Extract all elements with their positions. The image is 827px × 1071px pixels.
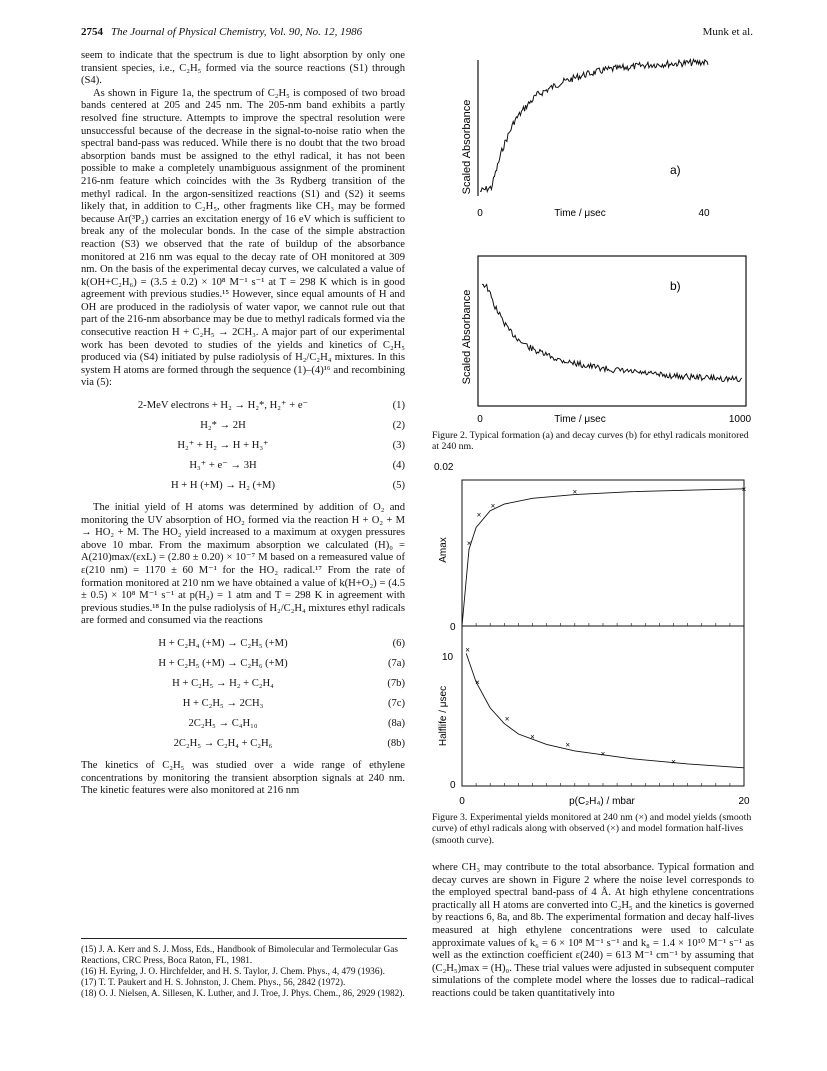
equation: H + C₂H₄ (+M) → C₂H₅ (+M) (6) [158, 637, 405, 649]
equation: 2-MeV electrons + H₂ → H₂*, H₂⁺ + e⁻ (1) [137, 399, 405, 411]
panel-label: a) [670, 163, 681, 177]
x-tick-label: 20 [738, 796, 750, 807]
left-column [81, 50, 405, 798]
x-tick-label: 0 [477, 414, 483, 425]
reference: (18) O. J. Nielsen, A. Sillesen, K. Luther, and J. Troe, J. Phys. Chem., 86, 2929 (1982). [81, 989, 405, 999]
paragraph: The kinetics of C₂H₅ was studied over a wide range of ethylene concentrations by monitoring the transient absorption signals at 240 nm. The kinetic features were also monitored at 216 nm [81, 759, 405, 797]
equation: H₂* → 2H (2) [200, 419, 405, 431]
data-point: × [466, 538, 472, 548]
paragraph: where CH₃ may contribute to the total absorbance. Typical formation and decay curves are shown in Figure 2 where the noise level corresponds to the employed spectral band-pass of 4 Å. At high ethylene concentrations practically all H atoms are converted into C₂H₅ and the kinetics is governed by reactions 6, 8a, and 8b. The experimental formation and decay half-lives measured at high ethylene concentrations were used to calculate approximate values of k₆ = 6 × 10⁸ M⁻¹ s⁻¹ and k₈ = 1.4 × 10¹⁰ M⁻¹ s⁻¹ as well as the extinction coefficient ε(240) = 613 M⁻¹ cm⁻¹ by assuming that (C₂H₅)max = (H)₀. These trial values were adjusted in subsequent computer simulations of the complete model where the losses due to radical–radical reactions could be taken quantitatively into [432, 862, 754, 999]
x-axis-label: Time / μsec [554, 208, 606, 219]
equation-block-a [81, 396, 405, 496]
paragraph: As shown in Figure 1a, the spectrum of C₂H₅ is composed of two broad bands centered at 205 and 245 nm. The 205-nm band exhibits a partly resolved fine structure. Attempts to improve the spectral resolution were unsuccessful because of the decrease in the signal-to-noise ratio when the spectral band-pass was reduced. While there is no doubt that the two broad absorption bands must be assigned to the ethyl radical, it has not been possible to make a completely unambiguous assignment of the prominent 216-nm feature which coincides with the 3s Rydberg transition of the methyl radical. In the argon-sensitized reactions (S1) and (S2) it seems likely that, in addition to C₂H₅, other fragments like CH₃ may be formed because Ar(³P₂) carries an excitation energy of 16 eV which is sufficient to break any of the molecular bonds. In the case of the simple abstraction reaction (S3) we observed that the rate of buildup of the absorbance monitored at 216 nm was equal to the decay rate of OH monitored at 309 nm. On the basis of the experimental decay curves, we calculated a value of k(OH+C₂H₆) = (3.5 ± 0.2) × 10⁸ M⁻¹ s⁻¹ at T = 298 K which is in good agreement with previous studies.¹⁵ However, since equal amounts of H and OH are produced in the radiolysis of water vapor, we cannot rule out that part of the 216-nm absorbance may be due to methyl radicals formed via the consecutive reaction H + C₂H₅ → 2CH₃. A major part of our experimental work has been devoted to studies of the yields and kinetics of C₂H₅ produced via (S4) initiated by pulse radiolysis of H₂/C₂H₄ mixtures. In this system H atoms are formed through the sequence (1)–(4)¹⁶ and recombining via (5): [81, 87, 405, 389]
data-point: × [504, 714, 510, 724]
data-points [465, 646, 676, 767]
paragraph: seem to indicate that the spectrum is due to light absorption by only one transient species, i.e., C₂H₅ formed via the source reactions (S1) through (S4). [81, 50, 405, 87]
x-axis-label: p(C₂H₄) / mbar [569, 796, 635, 807]
figure-3 [432, 458, 762, 818]
equation: 2C₂H₅ → C₂H₄ + C₂H₆ (8b) [173, 737, 405, 749]
y-tick-label: 10 [442, 652, 454, 663]
page-number: 2754 [81, 26, 103, 38]
figure-2a [461, 59, 710, 219]
equation: H + C₂H₅ → 2CH₃ (7c) [182, 697, 405, 709]
y-axis-label: Halflife / μsec [438, 685, 449, 747]
data-point: × [490, 501, 496, 511]
figure-2-caption: Figure 2. Typical formation (a) and decay curves (b) for ethyl radicals monitored at 240 nm. [432, 430, 749, 453]
y-tick-label: 0.02 [434, 462, 454, 473]
data-point: × [741, 484, 747, 494]
x-axis-label: Time / μsec [554, 414, 606, 425]
model-curve [462, 489, 744, 626]
data-point: × [530, 732, 535, 742]
equation: H + C₂H₅ (+M) → C₂H₆ (+M) (7a) [158, 657, 405, 669]
data-point: × [671, 757, 676, 767]
reference: (15) J. A. Kerr and S. J. Moss, Eds., Handbook of Bimolecular and Termolecular Gas Reactions, CRC Press, Boca Raton, FL, 1981. [81, 945, 399, 966]
y-tick-label: 0 [450, 622, 456, 633]
journal-title: The Journal of Physical Chemistry, Vol. 90, No. 12, 1986 [111, 26, 363, 38]
data-point: × [600, 749, 606, 759]
x-tick-label: 40 [698, 208, 710, 219]
figure-3-caption: Figure 3. Experimental yields monitored at 240 nm (×) and model yields (smooth curve) of ethyl radicals along with observed (×) and model formation half-lives (smooth curve). [432, 812, 752, 846]
y-axis-label: Amax [438, 537, 449, 563]
series-line [482, 284, 742, 381]
right-column [432, 862, 754, 1001]
x-tick-label: 0 [459, 796, 465, 807]
data-point: × [465, 645, 470, 655]
y-tick-label: 0 [450, 780, 456, 791]
panel-label: b) [670, 279, 681, 293]
references [81, 938, 407, 1000]
data-point: × [565, 740, 571, 750]
y-axis-label: Scaled Absorbance [461, 99, 473, 195]
figure-2b [461, 256, 752, 425]
x-tick-label: 0 [477, 208, 483, 219]
figure-2 [440, 52, 765, 442]
reference: (17) T. T. Paukert and H. S. Johnston, J. Chem. Phys., 56, 2842 (1972). [81, 978, 346, 988]
paragraph: The initial yield of H atoms was determined by addition of O₂ and monitoring the UV absorption of HO₂ formed via the reaction H + O₂ + M → HO₂ + M. The HO₂ yield increased to a maximum at oxygen pressures above 10 mbar. From the maximum absorption we calculated (H)₀ = A(210)max/(εxL) = (2.80 ± 0.20) × 10⁻⁷ M based on a remeasured value of ε(210 nm) = 1170 ± 60 M⁻¹ for the HO₂ radical.¹⁷ From the rate of formation monitored at 210 nm we have obtained a value of k(H+O₂) = (4.5 ± 0.5) × 10⁸ M⁻¹ s⁻¹ at p(H₂) = 1 atm and T = 298 K in agreement with previous studies.¹⁸ In the pulse radiolysis of H₂/C₂H₄ mixtures ethyl radicals are formed and consumed via the reactions [81, 502, 405, 627]
equation: H + C₂H₅ → H₂ + C₂H₄ (7b) [172, 677, 405, 689]
data-point: × [475, 678, 480, 687]
data-points [467, 485, 747, 548]
data-point: × [572, 487, 578, 497]
reference: (16) H. Eyring, J. O. Hirchfelder, and H. S. Taylor, J. Chem. Phys., 4, 479 (1936). [81, 967, 385, 977]
x-tick-label: 1000 [728, 414, 752, 425]
equation-block-b [81, 634, 405, 754]
data-point: × [476, 510, 482, 520]
y-axis-label: Scaled Absorbance [461, 289, 473, 385]
author-line: Munk et al. [702, 26, 753, 38]
equation: H + H (+M) → H₂ (+M) (5) [170, 479, 405, 491]
page-header [81, 26, 753, 38]
equation: H₃⁺ + e⁻ → 3H (4) [189, 459, 405, 471]
equation: H₂⁺ + H₂ → H + H₃⁺ (3) [177, 439, 405, 451]
equation: 2C₂H₅ → C₄H₁₀ (8a) [188, 717, 405, 729]
